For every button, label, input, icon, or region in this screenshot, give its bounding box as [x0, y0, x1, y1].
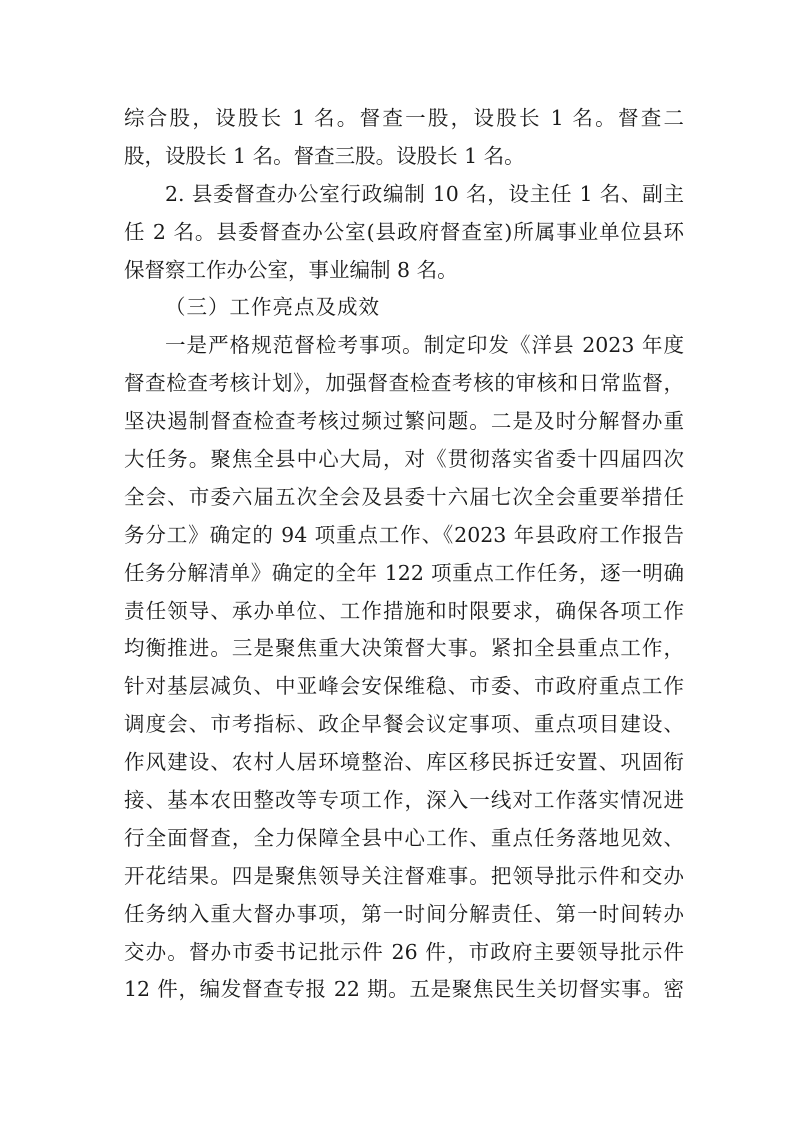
text-line: 坚决遏制督查检查考核过频过繁问题。二是及时分解督办重: [124, 409, 684, 434]
text-line: 12 件，编发督查专报 22 期。五是聚焦民生关切督实事。密: [124, 977, 684, 1002]
text-line: 交办。督办市委书记批示件 26 件，市政府主要领导批示件: [124, 939, 684, 964]
text-line: 均衡推进。三是聚焦重大决策督大事。紧扣全县重点工作，: [124, 636, 684, 661]
text-line: 行全面督查，全力保障全县中心工作、重点任务落地见效、: [124, 825, 684, 850]
paragraph-start-line: 2. 县委督查办公室行政编制 10 名，设主任 1 名、副主: [165, 181, 684, 206]
text-line: 接、基本农田整改等专项工作，深入一线对工作落实情况进: [124, 788, 684, 813]
paragraph-start-line: 一是严格规范督检考事项。制定印发《洋县 2023 年度: [165, 333, 684, 358]
text-line: 全会、市委六届五次全会及县委十六届七次全会重要举措任: [124, 484, 684, 509]
text-line: 督查检查考核计划》，加强督查检查考核的审核和日常监督，: [124, 371, 684, 396]
text-line: 任 2 名。县委督查办公室(县政府督查室)所属事业单位县环: [124, 219, 684, 244]
text-line: 务分工》确定的 94 项重点工作、《2023 年县政府工作报告: [124, 522, 684, 547]
text-line: 股，设股长 1 名。督查三股。设股长 1 名。: [124, 143, 525, 168]
text-line: 责任领导、承办单位、工作措施和时限要求，确保各项工作: [124, 598, 684, 623]
text-line: 调度会、市考指标、政企早餐会议定事项、重点项目建设、: [124, 712, 684, 737]
text-line: 综合股，设股长 1 名。督查一股，设股长 1 名。督查二: [124, 106, 684, 130]
text-line: 大任务。聚焦全县中心大局，对《贯彻落实省委十四届四次: [124, 447, 684, 472]
text-line: 任务纳入重大督办事项，第一时间分解责任、第一时间转办: [124, 901, 684, 926]
text-line: 开花结果。四是聚焦领导关注督难事。把领导批示件和交办: [124, 863, 684, 888]
document-body: [124, 100, 684, 1009]
text-line: 针对基层减负、中亚峰会安保维稳、市委、市政府重点工作: [124, 674, 684, 699]
section-heading: （三）工作亮点及成效: [165, 295, 380, 320]
text-line: 作风建设、农村人居环境整治、库区移民拆迁安置、巩固衔: [124, 750, 684, 775]
text-line: 保督察工作办公室，事业编制 8 名。: [124, 257, 458, 282]
text-line: 任务分解清单》确定的全年 122 项重点工作任务，逐一明确: [124, 560, 684, 585]
